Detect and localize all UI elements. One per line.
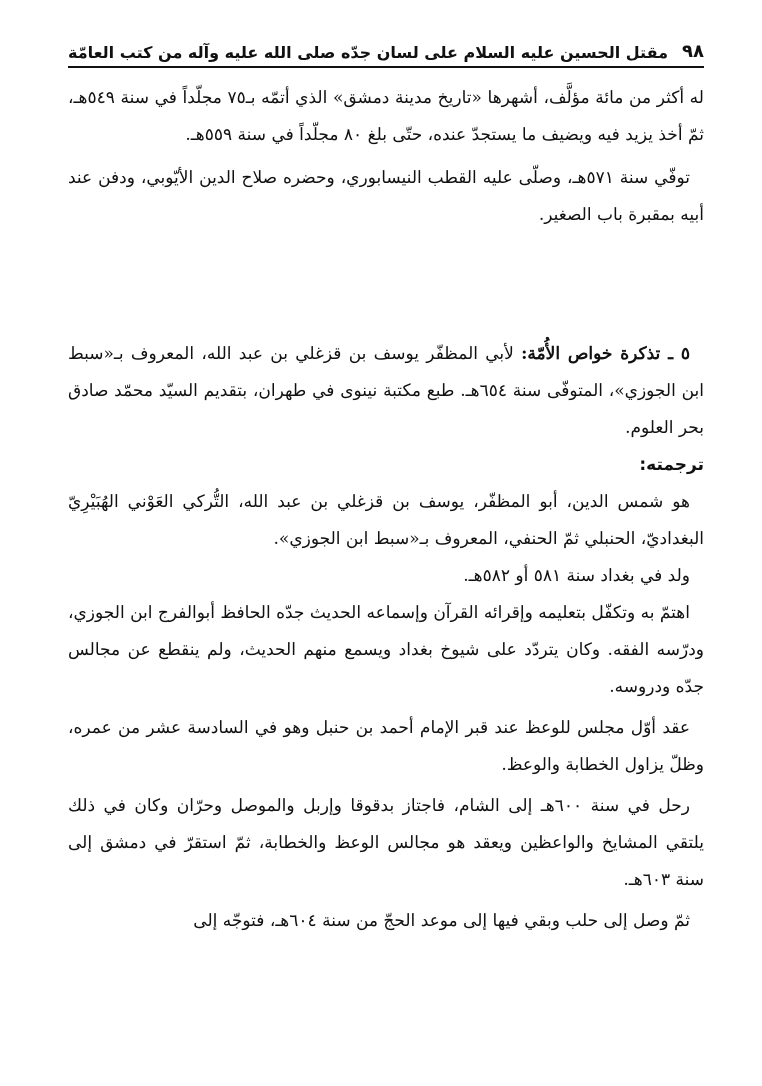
paragraph-bio-travels: رحل في سنة ٦٠٠هـ إلى الشام، فاجتاز بدقوقا وإربل والموصل وحرّان وكان في ذلك يلتقي المشايخ والواعظين ويعقد هو مجالس الوعظ والخطابة، ثمّ استقرّ في دمشق إلى سنة ٦٠٣هـ. [68, 796, 704, 890]
paragraph-author-works: له أكثر من مائة مؤلَّف، أشهرها «تاريخ مدينة دمشق» الذي أتمّه بـ٧٥ مجلّداً في سنة ٥٤٩هـ، ثمّ أخذ يزيد فيه ويضيف ما يستجدّ عنده، حتّى بلغ ٨٠ مجلّداً في سنة ٥٥٩هـ. [68, 88, 704, 145]
paragraph-bio-preaching: عقد أوّل مجلس للوعظ عند قبر الإمام أحمد بن حنبل وهو في السادسة عشر من عمره، وظلّ يزاول الخطابة والوعظ. [68, 718, 704, 775]
paragraph-bio-name: هو شمس الدين، أبو المظفّر، يوسف بن قزغلي بن عبد الله، التُّركي العَوْني الهُبَيْرِيّ البغداديّ، الحنبلي ثمّ الحنفي، المعروف بـ«سبط ابن الجوزي». [68, 492, 704, 549]
running-title: مقتل الحسين عليه السلام على لسان جدّه صلى الله عليه وآله من كتب العامّة [68, 43, 669, 62]
biography-heading: ترجمته: [639, 455, 704, 475]
text-block-top [68, 80, 704, 234]
text-block-entry [68, 336, 704, 940]
paragraph-bio-education: اهتمّ به وتكفّل بتعليمه وإقرائه القرآن وإسماعه الحديث جدّه الحافظ أبوالفرج ابن الجوزي، ودرّسه الفقه. وكان يتردّد على شيوخ بغداد ويسمع منهم الحديث، ولم ينقطع عن مجالس جدّه ودروسه. [68, 603, 704, 697]
entry-paragraph [68, 336, 704, 447]
entry-body: لأبي المظفّر يوسف بن قزغلي بن عبد الله، المعروف بـ«سبط ابن الجوزي»، المتوفّى سنة ٦٥٤هـ. طبع مكتبة نينوى في طهران، بتقديم السيّد محمّد صادق بحر العلوم. [68, 344, 704, 438]
entry-title: ٥ ـ تذكرة خواص الأُمّة: [521, 344, 691, 364]
paragraph-bio-aleppo: ثمّ وصل إلى حلب وبقي فيها إلى موعد الحجّ من سنة ٦٠٤هـ، فتوجّه إلى [193, 911, 690, 931]
paragraph-death: توفّي سنة ٥٧١هـ، وصلّى عليه القطب النيسابوري، وحضره صلاح الدين الأيّوبي، ودفن عند أبيه بمقبرة باب الصغير. [68, 168, 704, 225]
paragraph-bio-birth: ولد في بغداد سنة ٥٨١ أو ٥٨٢هـ. [463, 566, 690, 586]
page-number: ٩٨ [682, 41, 704, 62]
running-header [68, 30, 704, 68]
